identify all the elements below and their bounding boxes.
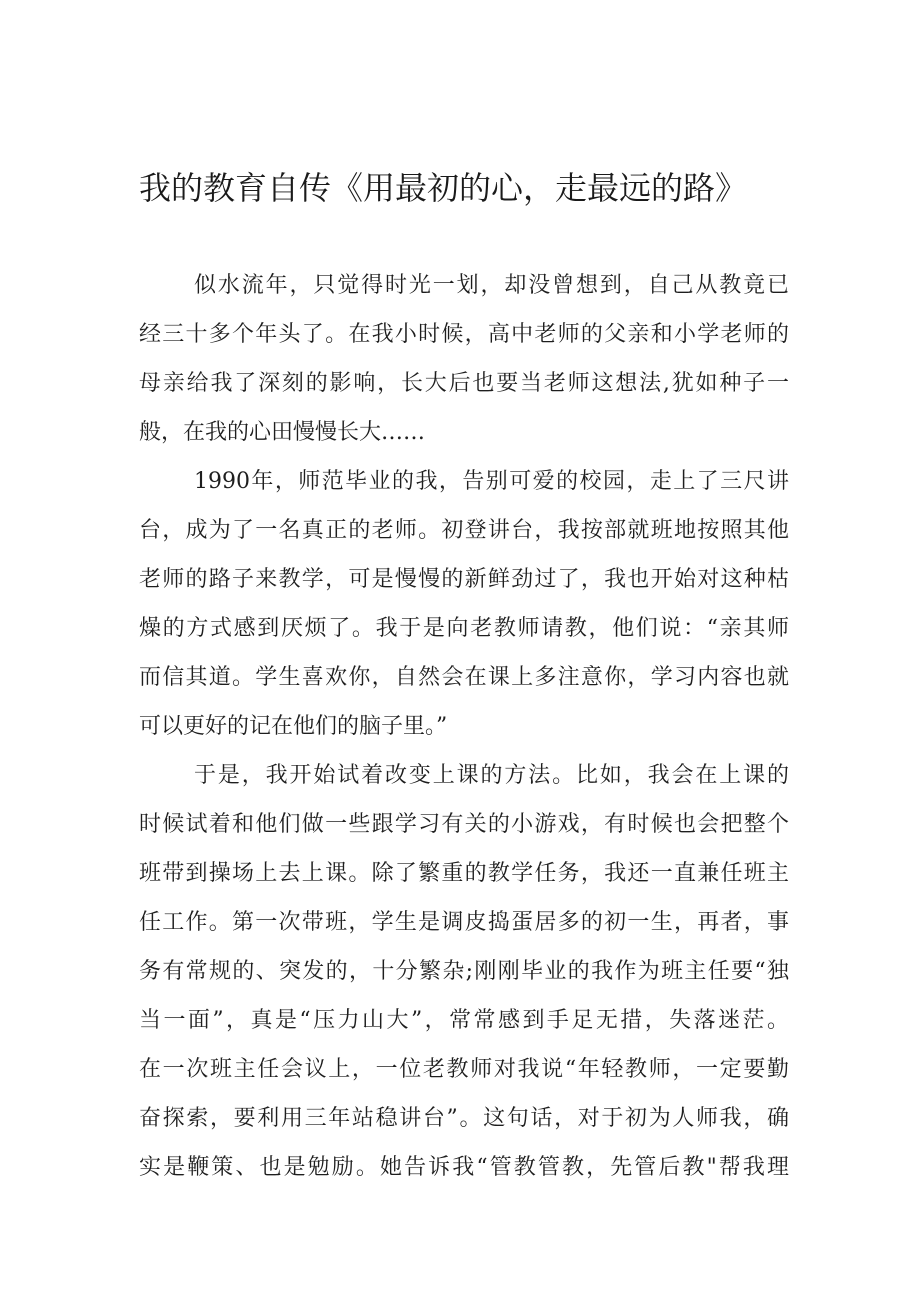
paragraph-2-line-6: 可以更好的记在他们的脑子里。” (139, 714, 448, 739)
paragraph-3-line-9: 实是鞭策、也是勉励。她告诉我“管教管教，先管后教"帮我理 (139, 1155, 789, 1180)
paragraph-3-line-5: 务有常规的、突发的，十分繁杂;刚刚毕业的我作为班主任要“独 (139, 959, 789, 984)
paragraph-1-line-4: 般，在我的心田慢慢长大…… (139, 420, 426, 445)
paragraph-3-line-6: 当一面”，真是“压力山大”，常常感到手足无措，失落迷茫。 (139, 1008, 789, 1033)
paragraph-1-line-3: 母亲给我了深刻的影响，长大后也要当老师这想法,犹如种子一 (139, 371, 789, 396)
document-title: 我的教育自传《用最初的心，走最远的路》 (139, 169, 748, 207)
paragraph-2-line-1: 1990年，师范毕业的我，告别可爱的校园，走上了三尺讲 (194, 469, 789, 494)
paragraph-2-line-4: 燥的方式感到厌烦了。我于是向老教师请教，他们说：“亲其师 (139, 616, 789, 641)
paragraph-2-line-5: 而信其道。学生喜欢你，自然会在课上多注意你，学习内容也就 (139, 665, 789, 690)
paragraph-3-line-3: 班带到操场上去上课。除了繁重的教学任务，我还一直兼任班主 (139, 861, 789, 886)
paragraph-3-line-4: 任工作。第一次带班，学生是调皮捣蛋居多的初一生，再者，事 (139, 910, 789, 935)
paragraph-2-line-3: 老师的路子来教学，可是慢慢的新鲜劲过了，我也开始对这种枯 (139, 567, 789, 592)
paragraph-3-line-8: 奋探索，要利用三年站稳讲台”。这句话，对于初为人师我，确 (139, 1106, 789, 1131)
paragraph-2-line-2: 台，成为了一名真正的老师。初登讲台，我按部就班地按照其他 (139, 518, 789, 543)
paragraph-3-line-2: 时候试着和他们做一些跟学习有关的小游戏，有时候也会把整个 (139, 812, 789, 837)
paragraph-1-line-1: 似水流年，只觉得时光一划，却没曾想到，自己从教竟已 (194, 273, 789, 298)
paragraph-3-line-1: 于是，我开始试着改变上课的方法。比如，我会在上课的 (194, 763, 789, 788)
document-body (139, 261, 789, 1192)
paragraph-3-line-7: 在一次班主任会议上，一位老教师对我说“年轻教师，一定要勤 (139, 1057, 789, 1082)
paragraph-1-line-2: 经三十多个年头了。在我小时候，高中老师的父亲和小学老师的 (139, 322, 789, 347)
